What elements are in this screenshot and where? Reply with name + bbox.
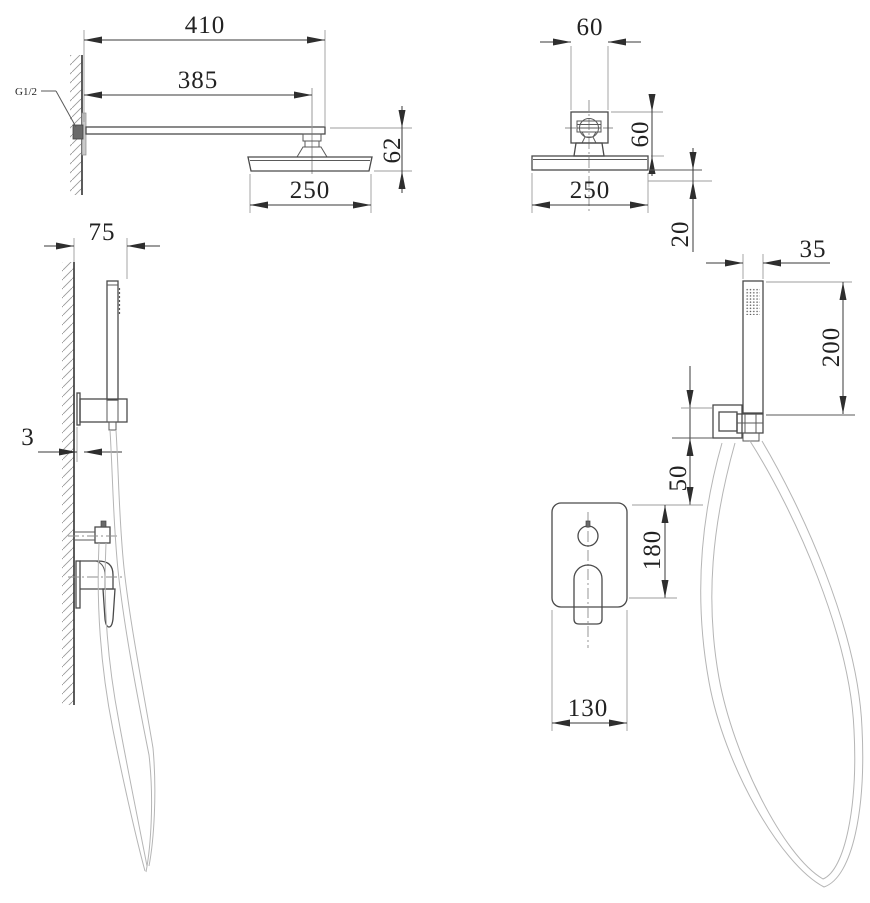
- thread-fitting: [73, 125, 83, 139]
- dim-head-width-front: 250: [569, 177, 611, 204]
- dim-outlet-gap: 50: [665, 464, 692, 492]
- dim-plate-thickness: 3: [21, 424, 35, 451]
- wand-holder-side: [80, 399, 127, 422]
- dim-plate-height: 180: [639, 529, 666, 571]
- shower-arm: [86, 127, 325, 134]
- knob-pin: [586, 521, 590, 527]
- hand-shower-wand-side: [107, 281, 118, 400]
- hose-strand: [110, 430, 152, 872]
- shower-head-front: [532, 156, 648, 170]
- dim-arm-to-center: 385: [177, 67, 219, 94]
- rain-shower-front-view: [532, 14, 712, 252]
- dim-head-width-side: 250: [289, 177, 331, 204]
- dim-arm-total: 410: [184, 12, 226, 39]
- valve-wall-plate-side: [76, 561, 80, 608]
- valve-knob-side: [96, 561, 105, 589]
- hose-strand: [105, 543, 147, 866]
- spray-nozzle-grid: [746, 288, 760, 315]
- dim-drop-height: 62: [379, 136, 406, 164]
- hose-loop-outer: [701, 441, 863, 887]
- shower-head-side: [248, 157, 372, 171]
- holder-outlet-front: [719, 412, 737, 431]
- hose-outlet-elbow: [95, 527, 110, 543]
- valve-handle-side: [103, 589, 115, 627]
- rain-shower-side-view: [15, 12, 412, 213]
- dim-bracket-height: 60: [627, 120, 654, 148]
- hose-loop-inner: [712, 441, 855, 879]
- dim-plate-width: 130: [567, 695, 609, 722]
- wall-hatching-lower: [62, 262, 74, 705]
- dim-wand-width: 35: [799, 236, 827, 263]
- hose-nipple: [109, 422, 116, 430]
- elbow-stem: [101, 521, 106, 527]
- dim-head-thickness: 20: [667, 220, 694, 248]
- dim-wall-offset: 75: [88, 219, 116, 246]
- hand-shower-side-view: [21, 219, 160, 872]
- hand-shower-front-view: [552, 236, 863, 887]
- valve-body-side: [80, 561, 113, 589]
- dim-wand-length: 200: [818, 326, 845, 368]
- hose-strand: [116, 430, 155, 866]
- valve-plate-front: [552, 503, 627, 607]
- dim-bracket-width: 60: [576, 14, 604, 41]
- connector-nut: [743, 433, 759, 441]
- thread-size-label: G1/2: [15, 86, 37, 98]
